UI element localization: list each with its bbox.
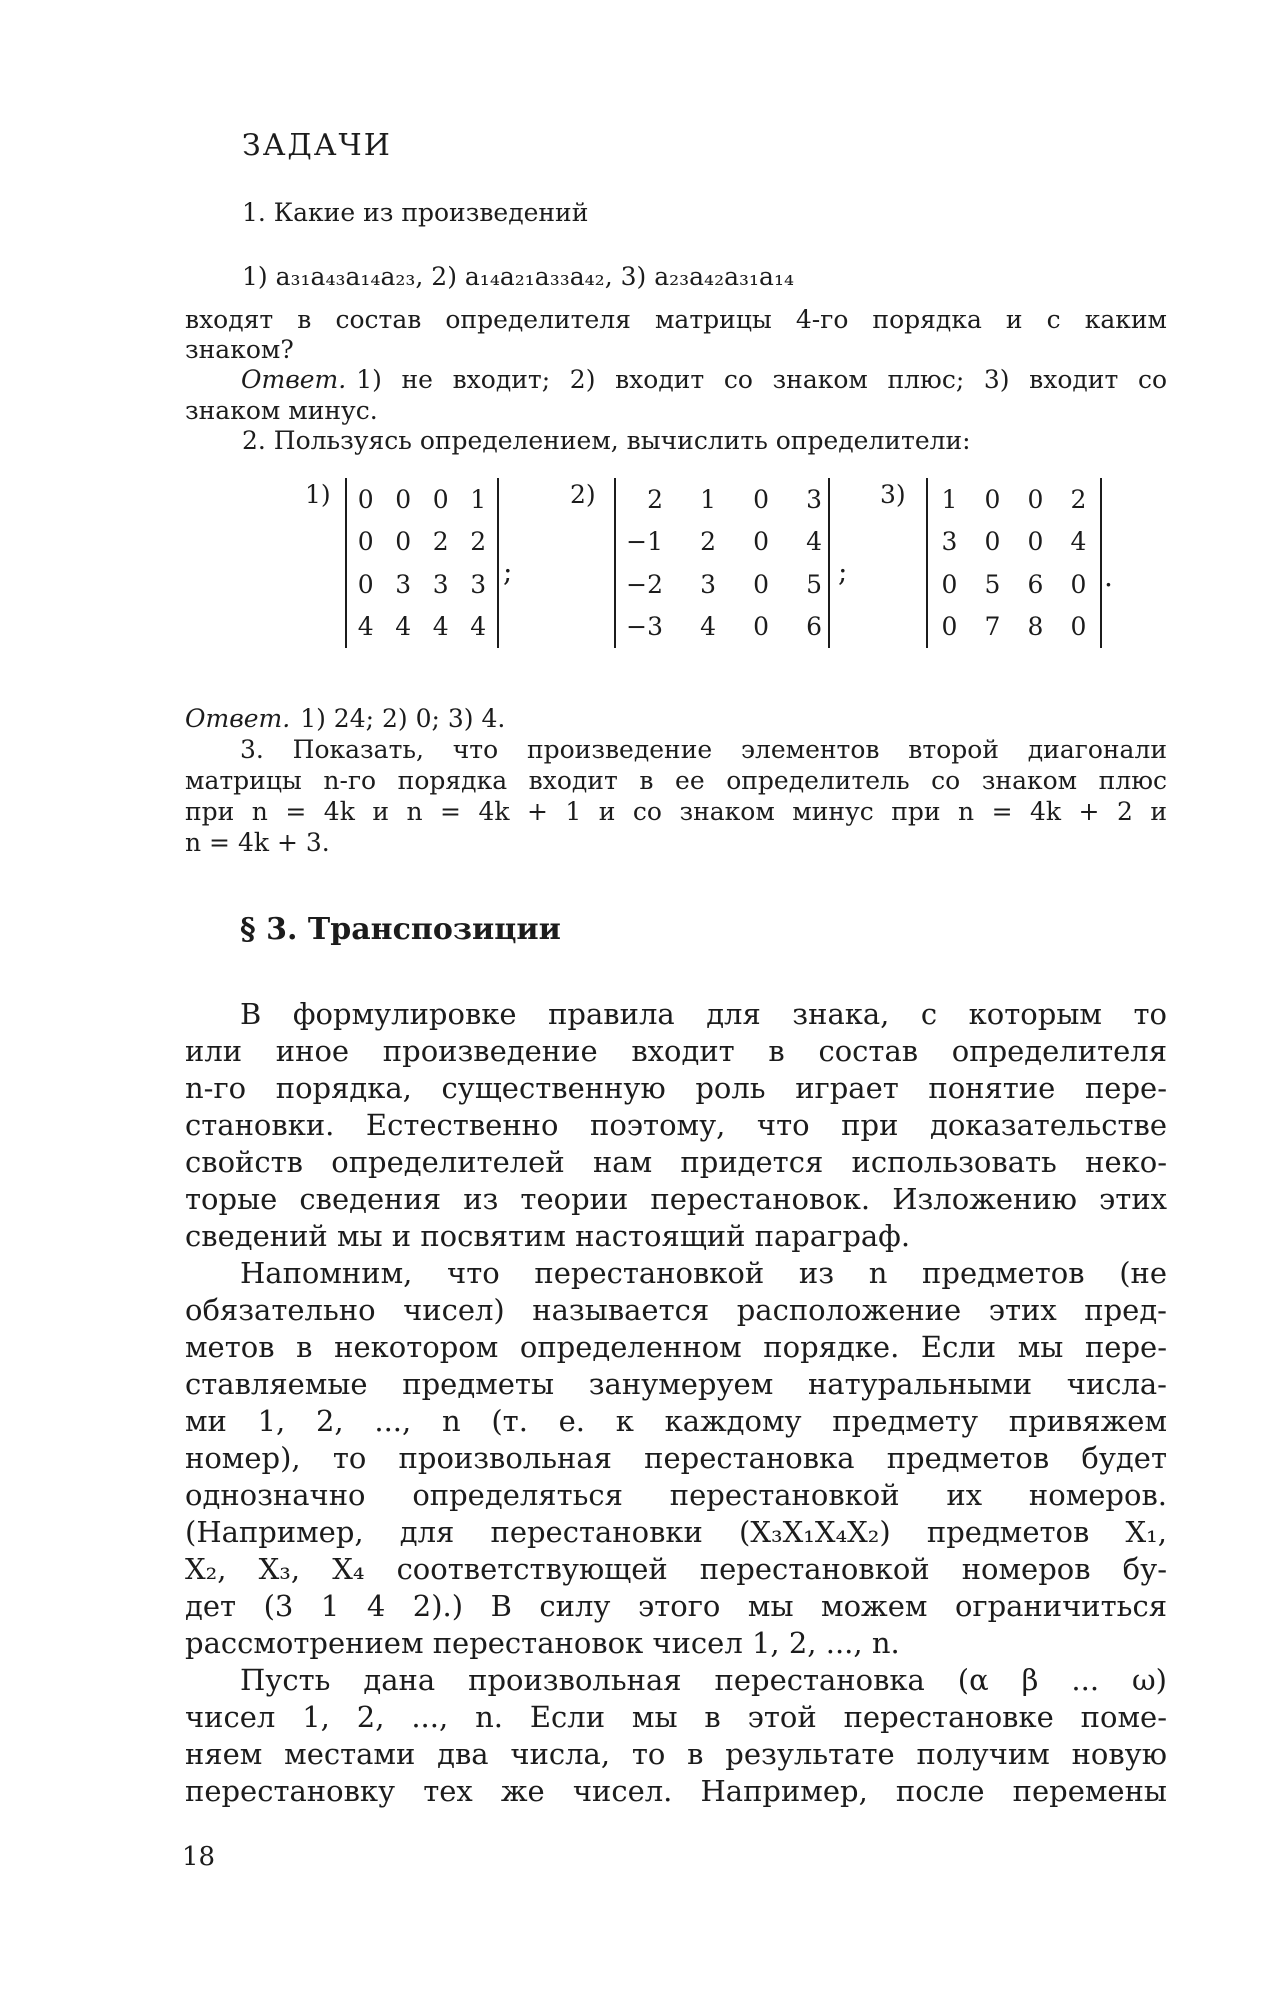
det2-cell: 0 <box>753 569 769 599</box>
body-line: няем местами два числа, то в результате получим новую <box>185 1737 1167 1771</box>
section-title: § 3. Транспозиции <box>240 912 561 947</box>
body-line: метов в некотором определенном порядке. Если мы пере- <box>185 1330 1167 1364</box>
determinant-1 <box>345 478 499 648</box>
body-line: дет (3 1 4 2).) В силу этого мы можем ограничиться <box>185 1589 1167 1623</box>
body-line: обязательно чисел) называется расположение этих пред- <box>185 1293 1167 1327</box>
body-line: торые сведения из теории перестановок. Изложению этих <box>185 1182 1167 1216</box>
det1-cell: 0 <box>432 484 449 514</box>
det1-cell: 2 <box>470 527 487 557</box>
det2-cell: 3 <box>700 569 716 599</box>
task2-answer-label: Ответ. <box>185 704 291 733</box>
det3-label: 3) <box>880 480 906 509</box>
body-line: сведений мы и посвятим настоящий параграф. <box>185 1219 911 1253</box>
det1-cell: 3 <box>395 569 412 599</box>
det3-cell: 2 <box>1070 484 1087 514</box>
det2-cell: 6 <box>806 612 822 642</box>
det3-cell: 0 <box>1070 612 1087 642</box>
task1-products: 1) a₃₁a₄₃a₁₄a₂₃, 2) a₁₄a₂₁a₃₃a₄₂, 3) a₂₃a₄₂a₃₁a₁₄ <box>242 262 794 291</box>
determinant-2 <box>614 478 830 648</box>
task2-question: 2. Пользуясь определением, вычислить определители: <box>242 426 971 455</box>
task2-answer: 1) 24; 2) 0; 3) 4. <box>300 704 506 733</box>
det1-cell: 4 <box>395 612 412 642</box>
body-line: перестановку тех же чисел. Например, после перемены <box>185 1774 1167 1808</box>
body-line: рассмотрением перестановок чисел 1, 2, ..., n. <box>185 1626 900 1660</box>
task1-text-line2: знаком? <box>185 335 294 364</box>
body-line: номер), то произвольная перестановка предметов будет <box>185 1441 1167 1475</box>
task3-line1: 3. Показать, что произведение элементов второй диагонали <box>240 735 1167 764</box>
body-line: n-го порядка, существенную роль играет понятие пере- <box>185 1071 1167 1105</box>
det2-cell: 0 <box>753 484 769 514</box>
body-line: ставляемые предметы занумеруем натуральными числа- <box>185 1367 1167 1401</box>
det1-cell: 2 <box>432 527 449 557</box>
det2-cell: −1 <box>626 527 663 557</box>
det2-cell: 5 <box>806 569 822 599</box>
det2-cell: −3 <box>626 612 663 642</box>
body-line: или иное произведение входит в состав определителя <box>185 1034 1167 1068</box>
task1-answer-line1: 1) не входит; 2) входит со знаком плюс; 3) входит со <box>356 365 1167 394</box>
det1-punct: ; <box>503 555 513 588</box>
det1-cell: 4 <box>357 612 374 642</box>
det2-cell: 1 <box>700 484 716 514</box>
det1-cell: 0 <box>395 527 412 557</box>
det3-cell: 0 <box>984 484 1001 514</box>
det1-label: 1) <box>305 480 331 509</box>
task3-line4: n = 4k + 3. <box>185 828 330 857</box>
body-line: становки. Естественно поэтому, что при доказательстве <box>185 1108 1167 1142</box>
body-line: X₂, X₃, X₄ соответствующей перестановкой номеров бу- <box>185 1552 1167 1586</box>
det3-punct: . <box>1104 560 1113 593</box>
det2-cell: 2 <box>647 484 663 514</box>
det3-cell: 5 <box>984 569 1001 599</box>
det1-cell: 3 <box>432 569 449 599</box>
body-line: В формулировке правила для знака, с которым то <box>240 997 1167 1031</box>
det3-cell: 0 <box>941 612 958 642</box>
task1-question: 1. Какие из произведений <box>242 198 589 227</box>
body-line: однозначно определяться перестановкой их номеров. <box>185 1478 1167 1512</box>
body-line: (Например, для перестановки (X₃X₁X₄X₂) предметов X₁, <box>185 1515 1167 1549</box>
det3-cell: 0 <box>1027 484 1044 514</box>
det2-punct: ; <box>838 555 848 588</box>
det2-cell: 4 <box>806 527 822 557</box>
det3-cell: 8 <box>1027 612 1044 642</box>
body-line: свойств определителей нам придется использовать неко- <box>185 1145 1167 1179</box>
det1-cell: 0 <box>357 527 374 557</box>
det1-cell: 4 <box>432 612 449 642</box>
det3-cell: 3 <box>941 527 958 557</box>
det3-cell: 0 <box>941 569 958 599</box>
det1-cell: 3 <box>470 569 487 599</box>
det3-cell: 0 <box>1070 569 1087 599</box>
task1-answer-row <box>185 365 1167 394</box>
body-line: Пусть дана произвольная перестановка (α β ... ω) <box>240 1663 1167 1697</box>
det3-cell: 0 <box>1027 527 1044 557</box>
det3-cell: 4 <box>1070 527 1087 557</box>
det3-cell: 0 <box>984 527 1001 557</box>
tasks-heading: ЗАДАЧИ <box>242 128 392 163</box>
det2-cell: −2 <box>626 569 663 599</box>
det2-cell: 0 <box>753 527 769 557</box>
body-line: ми 1, 2, ..., n (т. е. к каждому предмету привяжем <box>185 1404 1167 1438</box>
task1-text-line1: входят в состав определителя матрицы 4-го порядка и с каким <box>185 305 1167 334</box>
task3-line2: матрицы n-го порядка входит в ее определитель со знаком плюс <box>185 766 1167 795</box>
det1-cell: 4 <box>470 612 487 642</box>
body-line: чисел 1, 2, ..., n. Если мы в этой перестановке поме- <box>185 1700 1167 1734</box>
det3-cell: 6 <box>1027 569 1044 599</box>
body-line: Напомним, что перестановкой из n предметов (не <box>240 1256 1167 1290</box>
task1-answer-line2: знаком минус. <box>185 396 378 425</box>
det3-cell: 1 <box>941 484 958 514</box>
det2-cell: 4 <box>700 612 716 642</box>
det2-cell: 2 <box>700 527 716 557</box>
det2-cell: 3 <box>806 484 822 514</box>
page-number: 18 <box>182 1842 216 1872</box>
det3-cell: 7 <box>984 612 1001 642</box>
determinant-3 <box>926 478 1102 648</box>
det1-cell: 0 <box>395 484 412 514</box>
det1-cell: 0 <box>357 484 374 514</box>
det2-cell: 0 <box>753 612 769 642</box>
det1-cell: 1 <box>470 484 487 514</box>
task2-answer-row <box>185 704 1167 733</box>
det2-label: 2) <box>570 480 596 509</box>
task3-line3: при n = 4k и n = 4k + 1 и со знаком минус при n = 4k + 2 и <box>185 797 1167 826</box>
det1-cell: 0 <box>357 569 374 599</box>
task1-answer-label: Ответ. <box>241 365 347 394</box>
